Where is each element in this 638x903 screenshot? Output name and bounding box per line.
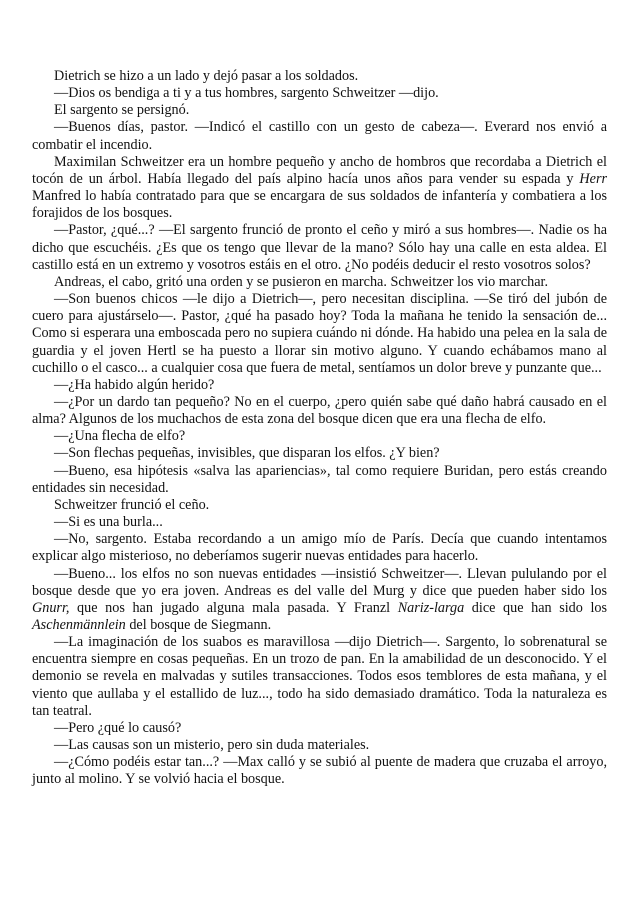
paragraph xyxy=(32,102,607,119)
text-run: —¿Cómo podéis estar tan...? —Max calló y se subió al puente de madera que cruzaba el arroyo, junto al molino. Y se volvió hacia el bosque. xyxy=(32,754,607,788)
text-run: —¿Ha habido algún herido? xyxy=(54,376,215,393)
paragraph xyxy=(32,119,607,153)
text-run: —Buenos días, pastor. —Indicó el castillo con un gesto de cabeza—. Everard nos envió a combatir el incendio. xyxy=(32,119,607,153)
text-run: Manfred lo había contratado para que se encargara de sus soldados de infantería y combatiera a los forajidos de los bosques. xyxy=(32,188,607,222)
text-run: dice que han sido los xyxy=(464,599,608,616)
text-run: —Bueno, esa hipótesis «salva las apariencias», tal como requiere Buridan, pero estás creando entidades sin necesidad. xyxy=(32,462,607,496)
paragraph xyxy=(32,531,607,565)
text-run: —Las causas son un misterio, pero sin duda materiales. xyxy=(54,737,370,754)
paragraph xyxy=(32,754,607,788)
paragraph xyxy=(32,68,607,85)
paragraph xyxy=(32,463,607,497)
text-run: —Si es una burla... xyxy=(54,514,163,531)
paragraph xyxy=(32,154,607,223)
text-run: Maximilan Schweitzer era un hombre pequeño y ancho de hombros que recordaba a Dietrich el tocón de un árbol. Había llegado del país alpino hacía unos años para vender su espada y xyxy=(32,153,607,187)
italic-text-run: Aschenmännlein xyxy=(32,617,126,633)
text-run: —Pastor, ¿qué...? —El sargento frunció de pronto el ceño y miró a sus hombres—. Nadie os ha dicho que escuchéis. ¿Es que os tengo que llevar de la mano? Sólo hay una calle en esta aldea. El castillo está en un extremo y vosotros estáis en el otro. ¿No podéis deducir el resto vosotros solos? xyxy=(32,222,607,273)
paragraph xyxy=(32,222,607,273)
paragraph xyxy=(32,566,607,635)
paragraph xyxy=(32,377,607,394)
paragraph xyxy=(32,274,607,291)
paragraph xyxy=(32,291,607,377)
paragraph xyxy=(32,445,607,462)
text-run: Schweitzer frunció el ceño. xyxy=(54,496,210,513)
paragraph xyxy=(32,514,607,531)
paragraph xyxy=(32,394,607,428)
paragraph xyxy=(32,737,607,754)
text-run: del bosque de Siegmann. xyxy=(125,617,272,633)
text-run: —Pero ¿qué lo causó? xyxy=(54,719,182,736)
text-run: Dietrich se hizo a un lado y dejó pasar a los soldados. xyxy=(54,68,359,84)
paragraph xyxy=(32,497,607,514)
paragraph xyxy=(32,428,607,445)
text-run: —¿Una flecha de elfo? xyxy=(54,428,186,445)
page-text-body xyxy=(32,68,607,789)
paragraph xyxy=(32,634,607,720)
text-run: —La imaginación de los suabos es maravillosa —dijo Dietrich—. Sargento, lo sobrenatural se encuentra siempre en cosas pequeñas. En un trozo de pan. En la amabilidad de un desconocido. Y el demonio se revela en malvadas y sutiles transacciones. Todos esos temblores de esta mañana, y el viento que aullaba y el estallido de luz..., todo ha sido demasiado dramático. Toda la naturaleza es tan teatral. xyxy=(32,634,607,719)
text-run: —Son flechas pequeñas, invisibles, que disparan los elfos. ¿Y bien? xyxy=(54,445,440,462)
italic-text-run: Gnurr, xyxy=(32,599,70,616)
paragraph xyxy=(32,720,607,737)
text-run: Andreas, el cabo, gritó una orden y se pusieron en marcha. Schweitzer los vio marchar. xyxy=(54,273,549,290)
text-run: —¿Por un dardo tan pequeño? No en el cuerpo, ¿pero quién sabe qué daño habrá causado en el alma? Algunos de los muchachos de esta zona del bosque dicen que era una flecha de elfo. xyxy=(32,393,607,428)
text-run: —Dios os bendiga a ti y a tus hombres, sargento Schweitzer —dijo. xyxy=(54,85,439,102)
text-run: —Bueno... los elfos no son nuevas entidades —insistió Schweitzer—. Llevan pululando por el bosque desde que yo era joven. Andreas es del valle del Murg y dice que pueden haber sido los xyxy=(32,565,607,599)
italic-text-run: Herr xyxy=(579,170,607,187)
text-run: que nos han jugado alguna mala pasada. Y Franzl xyxy=(69,599,398,616)
paragraph xyxy=(32,85,607,102)
text-run: —Son buenos chicos —le dijo a Dietrich—, pero necesitan disciplina. —Se tiró del jubón de cuero para ajustárselo—. Pastor, ¿qué ha pasado hoy? Toda la mañana he tenido la sensación de... Como si esperara una emboscada pero no supiera cuándo ni dónde. Ha habido una pelea en la sala de guardia y el joven Hertl se ha puesto a llorar sin motivo alguno. Y cuando echábamos mano al cuchillo o el casco... a cualquier cosa que fuera de metal, sentíamos un dolor breve y punzante que... xyxy=(32,291,607,376)
italic-text-run: Nariz-larga xyxy=(397,599,465,616)
text-run: —No, sargento. Estaba recordando a un amigo mío de París. Decía que cuando intentamos explicar algo misterioso, no deberíamos sugerir nuevas entidades para hacerlo. xyxy=(32,531,607,565)
text-run: El sargento se persignó. xyxy=(54,102,190,119)
